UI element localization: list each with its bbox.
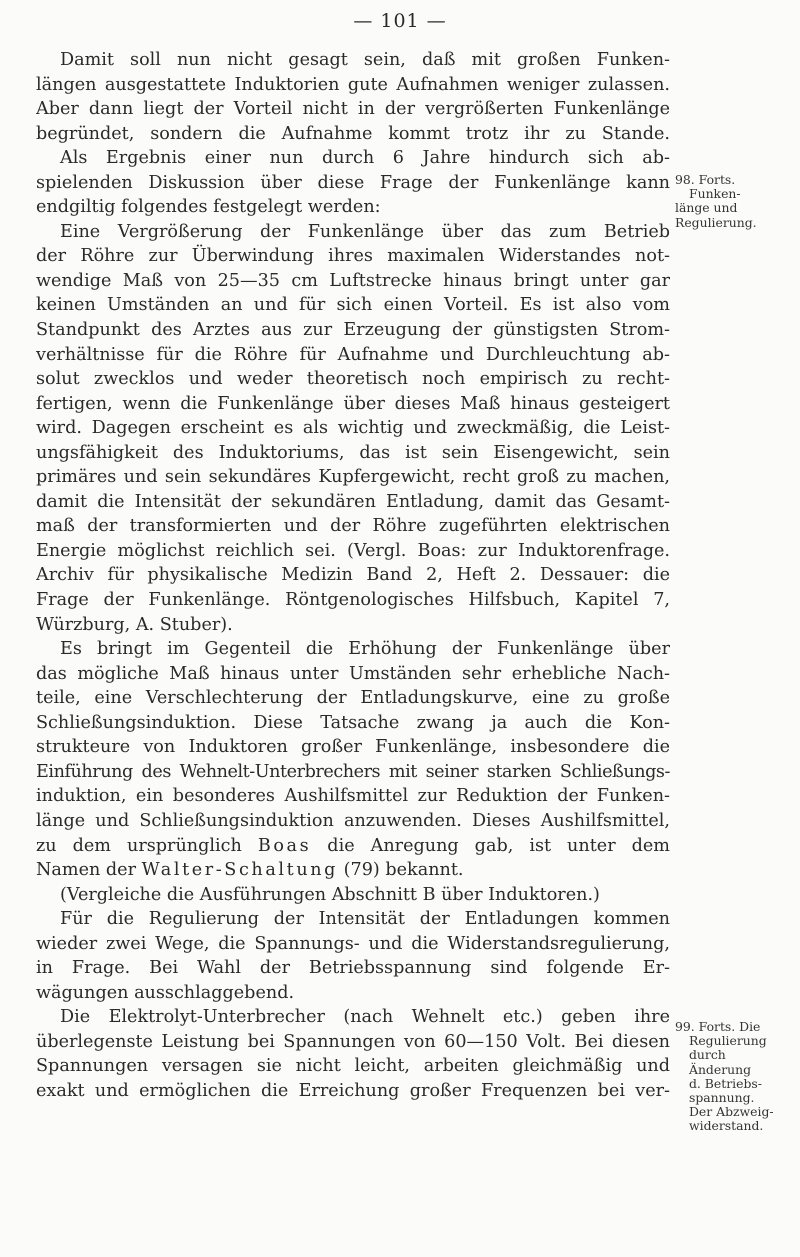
text-line: teile, eine Verschlechterung der Entladungskurve, eine zu große <box>36 688 670 709</box>
text-line: wieder zwei Wege, die Spannungs- und die Widerstandsregulierung, <box>36 933 670 954</box>
text-line: wird. Dagegen erscheint es als wichtig und zweckmäßig, die Leist- <box>36 418 670 439</box>
paragraph-4 <box>36 907 670 1005</box>
text-line: Einführung des Wehnelt-Unterbrechers mit seiner starken Schließungs- <box>36 761 670 782</box>
text-line: überlegenste Leistung bei Spannungen von 60—150 Volt. Bei diesen <box>36 1031 670 1052</box>
margin-note-line: widerstand. <box>689 1118 764 1134</box>
text-line: zu dem ursprünglich Boas die Anregung gab, ist unter dem <box>36 835 670 856</box>
margin-note-line: durch <box>689 1047 726 1063</box>
paragraph-1 <box>36 48 670 220</box>
text-line: Es bringt im Gegenteil die Erhöhung der Funkenlänge über <box>60 639 670 660</box>
text-line: endgiltig folgendes festgelegt werden: <box>36 197 381 218</box>
paragraph-3 <box>36 637 670 907</box>
text-line: Frage der Funkenlänge. Röntgenologisches Hilfsbuch, Kapitel 7, <box>36 590 670 611</box>
margin-note-line: 99. Forts. Die <box>675 1019 761 1034</box>
text-line: Als Ergebnis einer nun durch 6 Jahre hindurch sich ab- <box>60 148 670 169</box>
margin-note-line: Der Abzweig- <box>689 1104 774 1120</box>
text-line: solut zwecklos und weder theoretisch noch empirisch zu recht- <box>36 369 670 390</box>
text-line: das mögliche Maß hinaus unter Umständen sehr erhebliche Nach- <box>36 663 670 684</box>
text-line: Eine Vergrößerung der Funkenlänge über das zum Betrieb <box>60 221 670 242</box>
text-line: Energie möglichst reichlich sei. (Vergl. Boas: zur Induktorenfrage. <box>36 540 670 561</box>
paragraph-5 <box>36 1005 670 1103</box>
text-body <box>36 48 670 1104</box>
text-line: begründet, sondern die Aufnahme kommt trotz ihr zu Stande. <box>36 123 670 144</box>
margin-note-line: Regulierung <box>689 1033 767 1049</box>
text-line: (Vergleiche die Ausführungen Abschnitt B über Induktoren.) <box>60 884 600 905</box>
margin-note-line: 98. Forts. <box>675 172 736 187</box>
text-line: induktion, ein besonderes Aushilfsmittel zur Reduktion der Funken- <box>36 786 670 807</box>
margin-note-line: Funken- <box>689 186 741 202</box>
paragraph-2 <box>36 220 670 637</box>
text-line: damit die Intensität der sekundären Entladung, damit das Gesamt- <box>36 491 670 512</box>
text-line: Aber dann liegt der Vorteil nicht in der vergrößerten Funkenlänge <box>36 99 670 120</box>
margin-note-line: d. Betriebs- <box>689 1075 762 1091</box>
text-line: wendige Maß von 25—35 cm Luftstrecke hinaus bringt unter gar <box>36 270 670 291</box>
margin-note-line: länge und <box>675 200 738 216</box>
margin-note-line: spannung. <box>689 1090 755 1106</box>
text-line: Schließungsinduktion. Diese Tatsache zwang ja auch die Kon- <box>36 712 670 733</box>
text-line: exakt und ermöglichen die Erreichung großer Frequenzen bei ver- <box>36 1080 670 1101</box>
margin-note-99 <box>675 1020 795 1134</box>
text-line: der Röhre zur Überwindung ihres maximalen Widerstandes not- <box>36 246 670 267</box>
margin-note-line: Regulierung. <box>675 214 757 230</box>
text-line: fertigen, wenn die Funkenlänge über dieses Maß hinaus gesteigert <box>36 393 670 414</box>
text-line: längen ausgestattete Induktorien gute Aufnahmen weniger zulassen. <box>36 74 670 95</box>
text-line: ungsfähigkeit des Induktoriums, das ist sein Eisengewicht, sein <box>36 442 670 463</box>
text-line: verhältnisse für die Röhre für Aufnahme und Durchleuchtung ab- <box>36 344 670 365</box>
text-line: in Frage. Bei Wahl der Betriebsspannung sind folgende Er- <box>36 958 670 979</box>
text-line: Spannungen versagen sie nicht leicht, arbeiten gleichmäßig und <box>36 1056 670 1077</box>
text-line: Würzburg, A. Stuber). <box>36 614 233 635</box>
page-number: — 101 — <box>353 10 447 32</box>
text-line: strukteure von Induktoren großer Funkenlänge, insbesondere die <box>36 737 670 758</box>
text-line: Damit soll nun nicht gesagt sein, daß mit großen Funken- <box>60 50 670 70</box>
margin-note-line: Änderung <box>689 1061 752 1077</box>
text-line: maß der transformierten und der Röhre zugeführten elektrischen <box>36 516 670 537</box>
text-line: Für die Regulierung der Intensität der Entladungen kommen <box>60 909 670 930</box>
text-line: länge und Schließungsinduktion anzuwenden. Dieses Aushilfsmittel, <box>36 810 670 831</box>
margin-note-98 <box>675 173 795 230</box>
text-line: Namen der Walter-Schaltung (79) bekannt. <box>36 860 464 881</box>
text-line: primäres und sein sekundäres Kupfergewicht, recht groß zu machen, <box>36 467 670 488</box>
text-line: wägungen ausschlaggebend. <box>36 982 295 1003</box>
text-line: Archiv für physikalische Medizin Band 2, Heft 2. Dessauer: die <box>36 565 670 586</box>
text-line: Die Elektrolyt-Unterbrecher (nach Wehnelt etc.) geben ihre <box>60 1007 670 1028</box>
text-line: keinen Umständen an und für sich einen Vorteil. Es ist also vom <box>36 295 670 316</box>
text-line: spielenden Diskussion über diese Frage der Funkenlänge kann <box>36 172 670 193</box>
text-line: Standpunkt des Arztes aus zur Erzeugung der günstigsten Strom- <box>36 320 670 341</box>
